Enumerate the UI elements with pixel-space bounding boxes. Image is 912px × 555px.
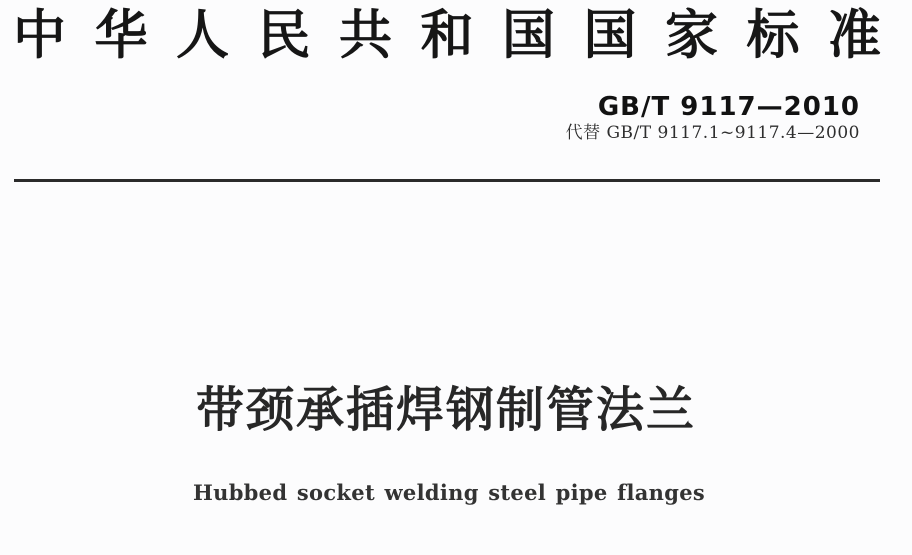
national-standard-heading: 中 华 人 民 共 和 国 国 家 标 准	[13, 4, 881, 66]
standard-code: GB/T 9117—2010	[597, 92, 860, 122]
chinese-title: 带颈承插焊钢制管法兰	[195, 382, 696, 438]
replaces-note: 代替 GB/T 9117.1~9117.4—2000	[565, 122, 860, 143]
header-divider-rule	[14, 179, 880, 182]
english-title: Hubbed socket welding steel pipe flanges	[192, 480, 705, 505]
standard-code-block	[566, 93, 860, 143]
